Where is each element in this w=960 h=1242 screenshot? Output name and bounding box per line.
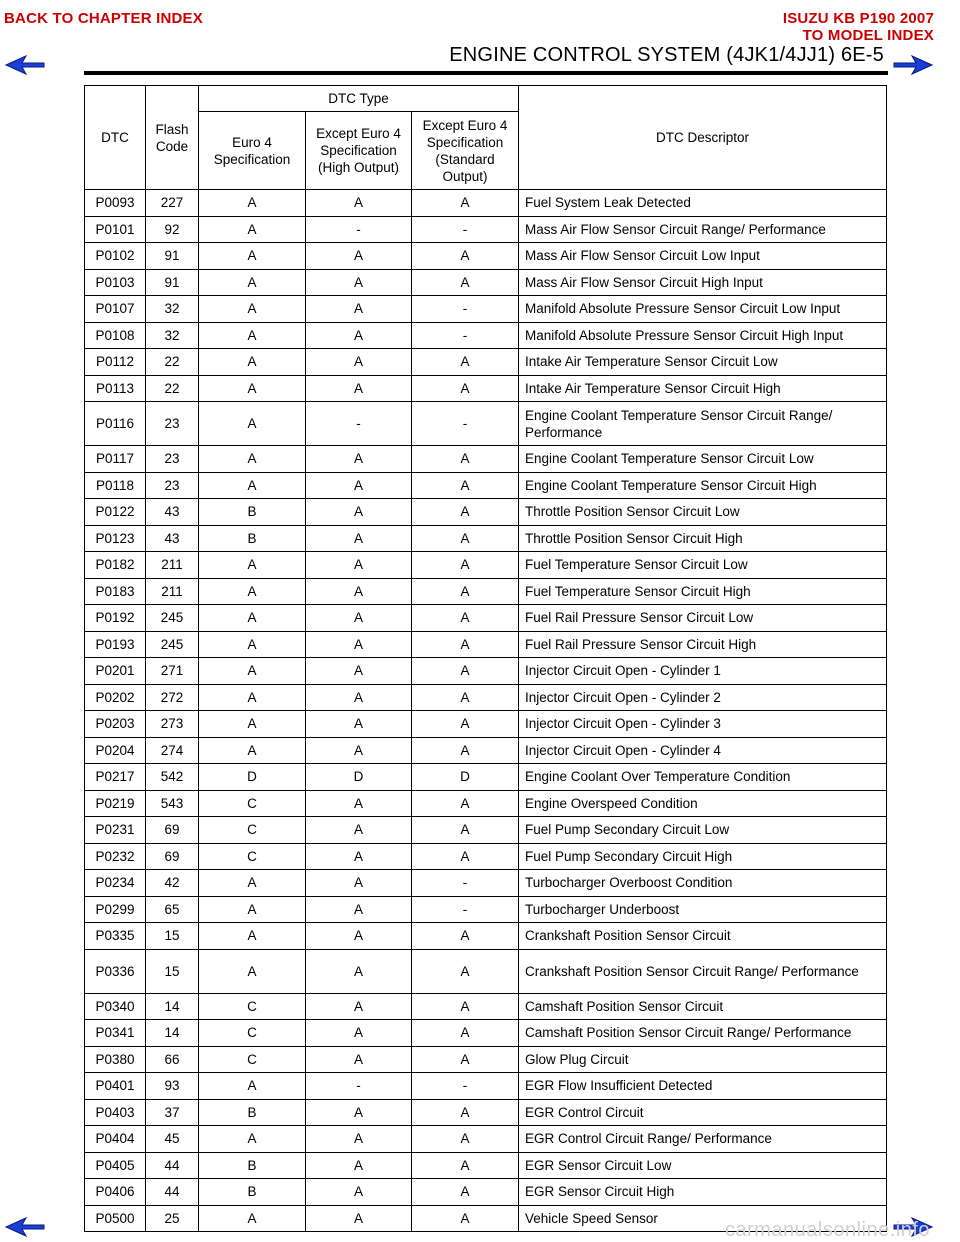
table-row [85,375,887,402]
table-row [85,446,887,473]
table-row [85,525,887,552]
flash-code: 25 [146,1205,199,1232]
table-row [85,269,887,296]
header-dtc-type: DTC Type [199,86,519,112]
dtc-code: P0203 [85,711,146,738]
table-row [85,1099,887,1126]
euro4-type: A [199,949,306,993]
table-row [85,578,887,605]
except-euro4-standard-type: A [412,684,519,711]
except-euro4-high-type: A [306,790,412,817]
euro4-type: A [199,605,306,632]
except-euro4-standard-type: A [412,349,519,376]
except-euro4-high-type: A [306,1205,412,1232]
euro4-type: A [199,375,306,402]
except-euro4-standard-type: A [412,269,519,296]
flash-code: 93 [146,1073,199,1100]
flash-code: 44 [146,1179,199,1206]
table-row [85,243,887,270]
except-euro4-high-type: A [306,1126,412,1153]
except-euro4-high-type: A [306,269,412,296]
euro4-type: A [199,658,306,685]
table-row [85,631,887,658]
flash-code: 14 [146,993,199,1020]
euro4-type: C [199,817,306,844]
table-row [85,923,887,950]
euro4-type: A [199,923,306,950]
except-euro4-high-type: A [306,737,412,764]
flash-code: 15 [146,923,199,950]
dtc-table-body [85,190,887,1232]
euro4-type: A [199,402,306,446]
flash-code: 271 [146,658,199,685]
except-euro4-high-type: A [306,349,412,376]
flash-code: 211 [146,578,199,605]
except-euro4-standard-type: A [412,375,519,402]
table-row [85,658,887,685]
table-row [85,764,887,791]
euro4-type: A [199,243,306,270]
euro4-type: B [199,1179,306,1206]
except-euro4-standard-type: A [412,923,519,950]
except-euro4-standard-type: A [412,817,519,844]
except-euro4-high-type: A [306,993,412,1020]
table-row [85,993,887,1020]
header-dtc-descriptor: DTC Descriptor [519,86,887,190]
dtc-descriptor: Fuel Pump Secondary Circuit High [519,843,887,870]
header-flash-code: Flash Code [146,86,199,190]
flash-code: 23 [146,402,199,446]
flash-code: 43 [146,499,199,526]
flash-code: 22 [146,349,199,376]
euro4-type: C [199,1020,306,1047]
except-euro4-high-type: A [306,684,412,711]
except-euro4-standard-type: A [412,658,519,685]
dtc-descriptor: Injector Circuit Open - Cylinder 2 [519,684,887,711]
euro4-type: A [199,190,306,217]
dtc-descriptor: EGR Sensor Circuit Low [519,1152,887,1179]
flash-code: 543 [146,790,199,817]
table-row [85,1179,887,1206]
euro4-type: D [199,764,306,791]
model-index-label[interactable]: TO MODEL INDEX [802,27,934,44]
except-euro4-high-type: A [306,472,412,499]
euro4-type: C [199,993,306,1020]
except-euro4-standard-type: A [412,737,519,764]
except-euro4-standard-type: - [412,870,519,897]
euro4-type: B [199,1152,306,1179]
table-row [85,1152,887,1179]
except-euro4-high-type: A [306,1046,412,1073]
dtc-code: P0193 [85,631,146,658]
dtc-code: P0122 [85,499,146,526]
except-euro4-high-type: A [306,1152,412,1179]
except-euro4-standard-type: A [412,190,519,217]
dtc-descriptor: Throttle Position Sensor Circuit High [519,525,887,552]
dtc-descriptor: Fuel Pump Secondary Circuit Low [519,817,887,844]
except-euro4-high-type: A [306,631,412,658]
euro4-type: A [199,631,306,658]
table-row [85,499,887,526]
except-euro4-high-type: A [306,243,412,270]
except-euro4-standard-type: - [412,216,519,243]
dtc-descriptor: Injector Circuit Open - Cylinder 3 [519,711,887,738]
dtc-descriptor: Camshaft Position Sensor Circuit [519,993,887,1020]
except-euro4-standard-type: A [412,472,519,499]
dtc-descriptor: Mass Air Flow Sensor Circuit Range/ Performance [519,216,887,243]
except-euro4-standard-type: A [412,1126,519,1153]
except-euro4-standard-type: A [412,843,519,870]
except-euro4-standard-type: A [412,578,519,605]
flash-code: 23 [146,446,199,473]
dtc-descriptor: Engine Coolant Over Temperature Condition [519,764,887,791]
header-except-euro4-high: Except Euro 4 Specification (High Output) [306,112,412,190]
dtc-descriptor: Engine Coolant Temperature Sensor Circuit Range/ Performance [519,402,887,446]
except-euro4-high-type: A [306,843,412,870]
except-euro4-high-type: A [306,446,412,473]
dtc-descriptor: Crankshaft Position Sensor Circuit [519,923,887,950]
dtc-code: P0380 [85,1046,146,1073]
dtc-code: P0299 [85,896,146,923]
euro4-type: A [199,896,306,923]
previous-page-arrow-bottom-icon[interactable] [4,1216,46,1238]
flash-code: 65 [146,896,199,923]
except-euro4-standard-type: A [412,499,519,526]
model-title: ISUZU KB P190 2007 [782,10,934,27]
dtc-descriptor: Camshaft Position Sensor Circuit Range/ Performance [519,1020,887,1047]
dtc-code: P0107 [85,296,146,323]
flash-code: 245 [146,605,199,632]
dtc-code: P0341 [85,1020,146,1047]
except-euro4-standard-type: A [412,552,519,579]
except-euro4-standard-type: - [412,296,519,323]
euro4-type: A [199,446,306,473]
header-dtc: DTC [85,86,146,190]
except-euro4-standard-type: A [412,1020,519,1047]
flash-code: 45 [146,1126,199,1153]
except-euro4-high-type: A [306,605,412,632]
dtc-code: P0108 [85,322,146,349]
dtc-code: P0340 [85,993,146,1020]
dtc-code: P0118 [85,472,146,499]
except-euro4-high-type: A [306,658,412,685]
flash-code: 42 [146,870,199,897]
dtc-code: P0192 [85,605,146,632]
dtc-descriptor: EGR Control Circuit Range/ Performance [519,1126,887,1153]
except-euro4-standard-type: A [412,446,519,473]
except-euro4-high-type: D [306,764,412,791]
dtc-descriptor: EGR Sensor Circuit High [519,1179,887,1206]
dtc-descriptor: Intake Air Temperature Sensor Circuit Low [519,349,887,376]
dtc-descriptor: Fuel Rail Pressure Sensor Circuit High [519,631,887,658]
table-row [85,684,887,711]
table-row [85,216,887,243]
flash-code: 69 [146,843,199,870]
back-to-chapter-index-link[interactable]: BACK TO CHAPTER INDEX [4,10,203,27]
dtc-code: P0093 [85,190,146,217]
previous-page-arrow-icon[interactable] [4,54,46,76]
except-euro4-high-type: A [306,375,412,402]
except-euro4-high-type: A [306,578,412,605]
except-euro4-standard-type: A [412,1179,519,1206]
except-euro4-standard-type: - [412,896,519,923]
dtc-code: P0336 [85,949,146,993]
flash-code: 92 [146,216,199,243]
table-row [85,896,887,923]
dtc-code: P0101 [85,216,146,243]
dtc-code: P0123 [85,525,146,552]
flash-code: 23 [146,472,199,499]
dtc-descriptor: Fuel Temperature Sensor Circuit Low [519,552,887,579]
flash-code: 91 [146,243,199,270]
dtc-descriptor: Mass Air Flow Sensor Circuit Low Input [519,243,887,270]
dtc-code: P0183 [85,578,146,605]
flash-code: 211 [146,552,199,579]
except-euro4-standard-type: A [412,949,519,993]
except-euro4-standard-type: - [412,1073,519,1100]
table-row [85,1020,887,1047]
except-euro4-high-type: - [306,402,412,446]
dtc-descriptor: Injector Circuit Open - Cylinder 1 [519,658,887,685]
except-euro4-standard-type: - [412,402,519,446]
flash-code: 44 [146,1152,199,1179]
dtc-descriptor: Throttle Position Sensor Circuit Low [519,499,887,526]
dtc-code: P0404 [85,1126,146,1153]
dtc-code: P0405 [85,1152,146,1179]
flash-code: 272 [146,684,199,711]
except-euro4-high-type: A [306,322,412,349]
table-row [85,296,887,323]
euro4-type: A [199,552,306,579]
dtc-descriptor: Manifold Absolute Pressure Sensor Circuit Low Input [519,296,887,323]
except-euro4-standard-type: A [412,993,519,1020]
except-euro4-high-type: A [306,817,412,844]
table-row [85,843,887,870]
header-euro4: Euro 4 Specification [199,112,306,190]
dtc-table [84,85,887,1232]
except-euro4-high-type: A [306,949,412,993]
dtc-descriptor: Injector Circuit Open - Cylinder 4 [519,737,887,764]
table-row [85,1126,887,1153]
except-euro4-standard-type: A [412,525,519,552]
table-row [85,402,887,446]
except-euro4-standard-type: A [412,1099,519,1126]
dtc-code: P0217 [85,764,146,791]
dtc-code: P0103 [85,269,146,296]
flash-code: 273 [146,711,199,738]
dtc-code: P0335 [85,923,146,950]
euro4-type: A [199,1126,306,1153]
title-divider [84,71,888,75]
dtc-descriptor: Fuel System Leak Detected [519,190,887,217]
except-euro4-high-type: - [306,1073,412,1100]
dtc-code: P0113 [85,375,146,402]
except-euro4-high-type: A [306,1179,412,1206]
euro4-type: A [199,216,306,243]
except-euro4-standard-type: A [412,790,519,817]
euro4-type: C [199,843,306,870]
except-euro4-standard-type: A [412,605,519,632]
flash-code: 69 [146,817,199,844]
dtc-code: P0406 [85,1179,146,1206]
except-euro4-standard-type: A [412,1152,519,1179]
flash-code: 15 [146,949,199,993]
dtc-descriptor: Turbocharger Overboost Condition [519,870,887,897]
table-row [85,349,887,376]
except-euro4-standard-type: - [412,322,519,349]
table-row [85,552,887,579]
dtc-descriptor: Engine Coolant Temperature Sensor Circuit Low [519,446,887,473]
table-row [85,817,887,844]
except-euro4-high-type: A [306,1099,412,1126]
flash-code: 32 [146,322,199,349]
dtc-code: P0201 [85,658,146,685]
euro4-type: A [199,322,306,349]
except-euro4-high-type: A [306,190,412,217]
euro4-type: A [199,737,306,764]
flash-code: 274 [146,737,199,764]
dtc-code: P0401 [85,1073,146,1100]
euro4-type: B [199,525,306,552]
watermark: carmanualsonline.info [724,1219,930,1241]
table-row [85,322,887,349]
euro4-type: B [199,499,306,526]
dtc-descriptor: Mass Air Flow Sensor Circuit High Input [519,269,887,296]
page-title: ENGINE CONTROL SYSTEM (4JK1/4JJ1) 6E-5 [449,44,884,66]
dtc-descriptor: Engine Overspeed Condition [519,790,887,817]
euro4-type: B [199,1099,306,1126]
euro4-type: A [199,1073,306,1100]
dtc-descriptor: EGR Control Circuit [519,1099,887,1126]
table-row [85,737,887,764]
table-row [85,949,887,993]
except-euro4-high-type: A [306,552,412,579]
table-row [85,1046,887,1073]
euro4-type: A [199,711,306,738]
dtc-descriptor: EGR Flow Insufficient Detected [519,1073,887,1100]
table-row [85,1073,887,1100]
except-euro4-high-type: A [306,923,412,950]
table-row [85,472,887,499]
table-row [85,605,887,632]
flash-code: 245 [146,631,199,658]
except-euro4-high-type: A [306,870,412,897]
except-euro4-high-type: A [306,1020,412,1047]
dtc-descriptor: Crankshaft Position Sensor Circuit Range/ Performance [519,949,887,993]
header-except-euro4-standard: Except Euro 4 Specification (Standard Output) [412,112,519,190]
table-row [85,870,887,897]
dtc-descriptor: Intake Air Temperature Sensor Circuit High [519,375,887,402]
flash-code: 22 [146,375,199,402]
except-euro4-high-type: - [306,216,412,243]
except-euro4-high-type: A [306,525,412,552]
dtc-code: P0500 [85,1205,146,1232]
euro4-type: A [199,269,306,296]
euro4-type: A [199,578,306,605]
dtc-code: P0112 [85,349,146,376]
flash-code: 32 [146,296,199,323]
table-row [85,190,887,217]
except-euro4-standard-type: A [412,243,519,270]
flash-code: 43 [146,525,199,552]
flash-code: 14 [146,1020,199,1047]
euro4-type: A [199,349,306,376]
dtc-code: P0232 [85,843,146,870]
except-euro4-high-type: A [306,896,412,923]
except-euro4-high-type: A [306,711,412,738]
dtc-code: P0204 [85,737,146,764]
dtc-descriptor: Vehicle Speed Sensor [519,1205,887,1232]
table-row [85,711,887,738]
dtc-code: P0403 [85,1099,146,1126]
euro4-type: A [199,684,306,711]
except-euro4-standard-type: A [412,711,519,738]
dtc-descriptor: Fuel Rail Pressure Sensor Circuit Low [519,605,887,632]
dtc-code: P0182 [85,552,146,579]
except-euro4-high-type: A [306,296,412,323]
except-euro4-standard-type: A [412,631,519,658]
dtc-code: P0202 [85,684,146,711]
euro4-type: C [199,1046,306,1073]
next-page-arrow-icon[interactable] [892,54,934,76]
flash-code: 542 [146,764,199,791]
except-euro4-standard-type: D [412,764,519,791]
flash-code: 91 [146,269,199,296]
dtc-code: P0219 [85,790,146,817]
dtc-code: P0116 [85,402,146,446]
model-index-link[interactable] [783,10,934,44]
euro4-type: A [199,870,306,897]
dtc-code: P0117 [85,446,146,473]
except-euro4-standard-type: A [412,1205,519,1232]
dtc-code: P0231 [85,817,146,844]
euro4-type: A [199,472,306,499]
dtc-code: P0234 [85,870,146,897]
except-euro4-high-type: A [306,499,412,526]
dtc-code: P0102 [85,243,146,270]
euro4-type: A [199,296,306,323]
dtc-descriptor: Turbocharger Underboost [519,896,887,923]
flash-code: 227 [146,190,199,217]
dtc-descriptor: Fuel Temperature Sensor Circuit High [519,578,887,605]
dtc-descriptor: Manifold Absolute Pressure Sensor Circuit High Input [519,322,887,349]
except-euro4-standard-type: A [412,1046,519,1073]
dtc-descriptor: Glow Plug Circuit [519,1046,887,1073]
dtc-descriptor: Engine Coolant Temperature Sensor Circuit High [519,472,887,499]
flash-code: 66 [146,1046,199,1073]
euro4-type: C [199,790,306,817]
table-row [85,790,887,817]
euro4-type: A [199,1205,306,1232]
flash-code: 37 [146,1099,199,1126]
